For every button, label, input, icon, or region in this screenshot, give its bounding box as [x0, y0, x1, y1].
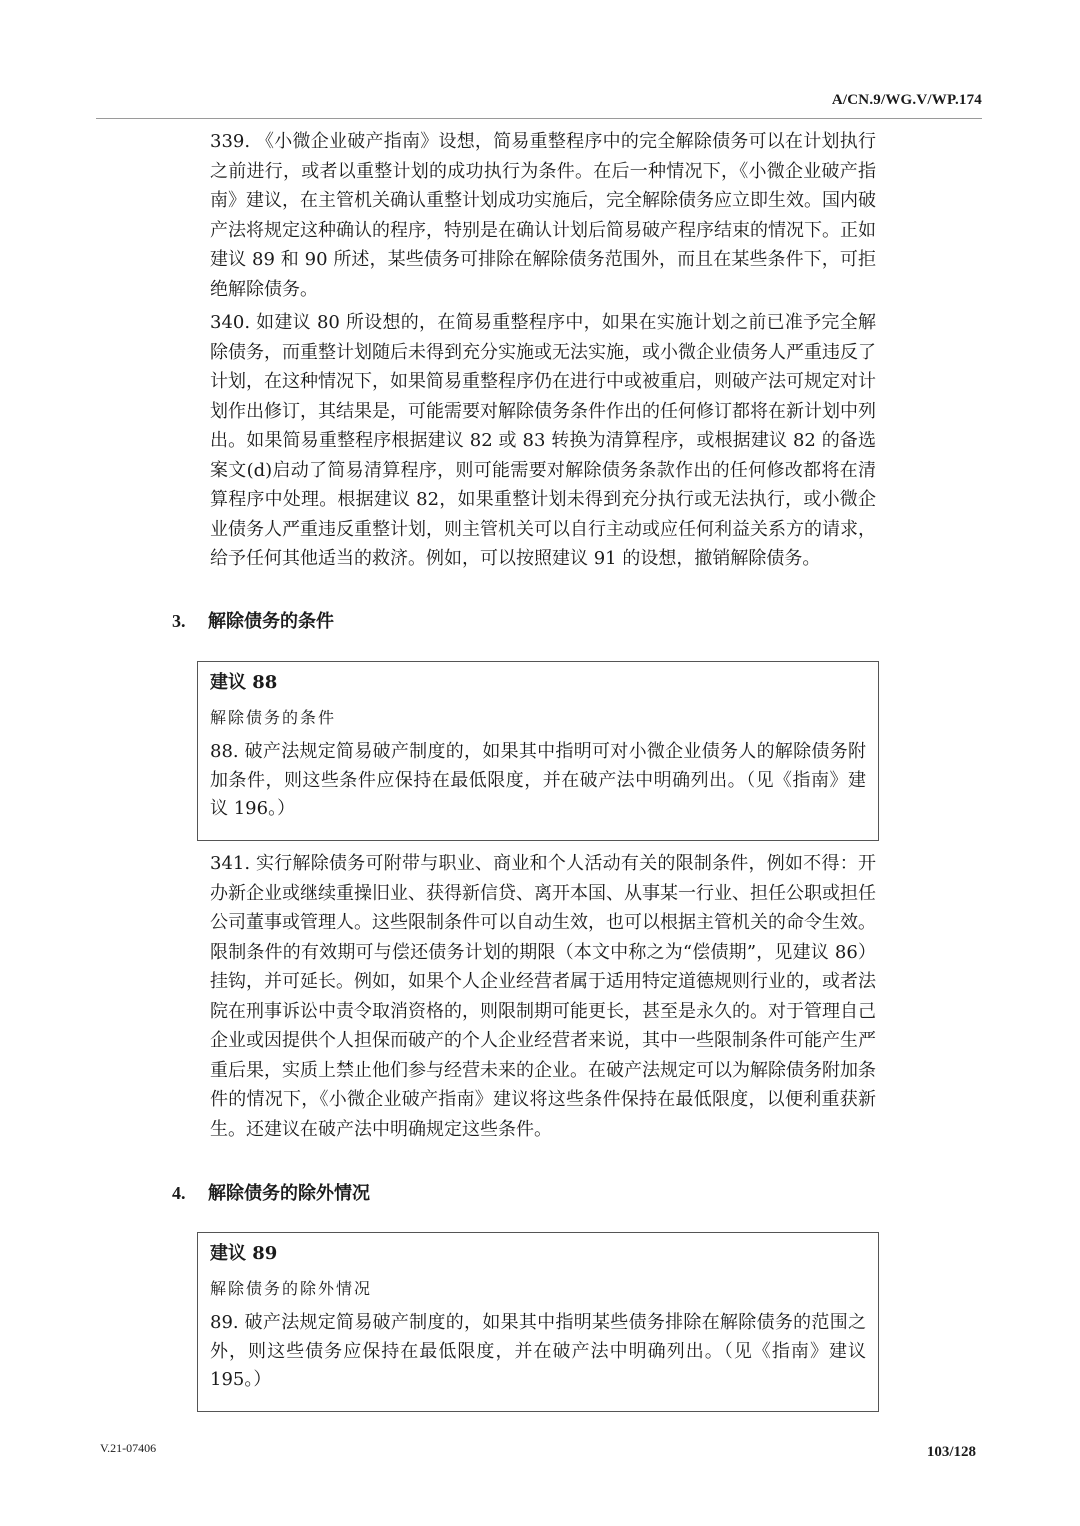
- recommendation-subtitle: 解除债务的条件: [210, 708, 337, 727]
- recommendation-89-box: [197, 1232, 879, 1412]
- document-symbol: A/CN.9/WG.V/WP.174: [831, 92, 982, 108]
- section-title: 解除债务的条件: [208, 611, 334, 632]
- section-title: 解除债务的除外情况: [208, 1183, 370, 1204]
- recommendation-text: 89. 破产法规定简易破产制度的，如果其中指明某些债务排除在解除债务的范围之外，则这些债务应保持在最低限度，并在破产法中明确列出。（见《指南》建议 195。）: [210, 1312, 866, 1390]
- section-heading-4: [172, 1179, 370, 1205]
- paragraph-341: 341. 实行解除债务可附带与职业、商业和个人活动有关的限制条件，例如不得：开办新企业或继续重操旧业、获得新信贷、离开本国、从事某一行业、担任公职或担任公司董事或管理人。这些限制条件可以自动生效，也可以根据主管机关的命令生效。限制条件的有效期可与偿还债务计划的期限（本文中称之为“偿债期”，见建议 86）挂钩，并可延长。例如，如果个人企业经营者属于适用特定道德规则行业的，或者法院在刑事诉讼中责令取消资格的，则限制期可能更长，甚至是永久的。对于管理自己企业或因提供个人担保而破产的个人企业经营者来说，其中一些限制条件可能产生严重后果，实质上禁止他们参与经营未来的企业。在破产法规定可以为解除债务附加条件的情况下，《小微企业破产指南》建议将这些条件保持在最低限度，以便利重获新生。还建议在破产法中明确规定这些条件。: [210, 853, 876, 1140]
- footer-document-code: V.21-07406: [100, 1441, 157, 1455]
- section-number: 3.: [172, 611, 186, 631]
- recommendation-text: 88. 破产法规定简易破产制度的，如果其中指明可对小微企业债务人的解除债务附加条件，则这些条件应保持在最低限度，并在破产法中明确列出。（见《指南》建议 196。）: [210, 741, 866, 819]
- header-rule: [96, 118, 982, 119]
- recommendation-88-box: [197, 661, 879, 841]
- paragraph-340: 340. 如建议 80 所设想的，在简易重整程序中，如果在实施计划之前已准予完全解除债务，而重整计划随后未得到充分实施或无法实施，或小微企业债务人严重违反了计划，在这种情况下，如果简易重整程序仍在进行中或被重启，则破产法可规定对计划作出修订，其结果是，可能需要对解除债务条件作出的任何修订都将在新计划中列出。如果简易重整程序根据建议 82 或 83 转换为清算程序，或根据建议 82 的备选案文(d)启动了简易清算程序，则可能需要对解除债务条款作出的任何修改都将在清算程序中处理。根据建议 82，如果重整计划未得到充分执行或无法执行，或小微企业债务人严重违反重整计划，则主管机关可以自行主动或应任何利益关系方的请求，给予任何其他适当的救济。例如，可以按照建议 91 的设想，撤销解除债务。: [210, 312, 876, 569]
- footer-page-number: 103/128: [926, 1444, 976, 1460]
- section-number: 4.: [172, 1183, 186, 1203]
- paragraph-339: 339. 《小微企业破产指南》设想，简易重整程序中的完全解除债务可以在计划执行之前进行，或者以重整计划的成功执行为条件。在后一种情况下，《小微企业破产指南》建议，在主管机关确认重整计划成功实施后，完全解除债务应立即生效。国内破产法将规定这种确认的程序，特别是在确认计划后简易破产程序结束的情况下。正如建议 89 和 90 所述，某些债务可排除在解除债务范围外，而且在某些条件下，可拒绝解除债务。: [210, 131, 876, 300]
- section-heading-3: [172, 607, 334, 633]
- recommendation-title: 建议 89: [210, 1243, 278, 1264]
- recommendation-title: 建议 88: [210, 672, 278, 693]
- recommendation-subtitle: 解除债务的除外情况: [210, 1279, 373, 1298]
